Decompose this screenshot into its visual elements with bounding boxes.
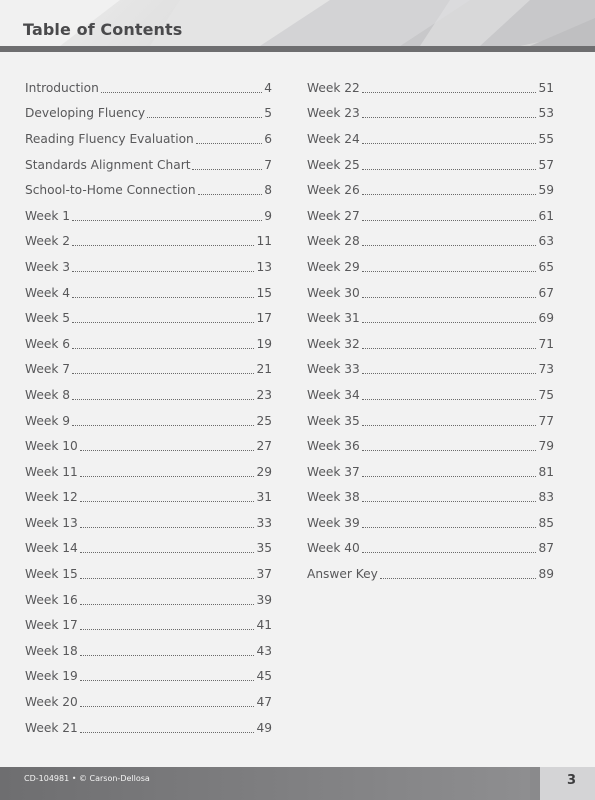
dot-leader — [80, 526, 255, 528]
toc-entry-page: 41 — [256, 618, 272, 633]
toc-entry-label: Week 30 — [307, 285, 360, 300]
toc-entry-label: Week 29 — [307, 259, 360, 274]
toc-entry-label: Week 14 — [25, 541, 78, 556]
footer-bar — [0, 767, 595, 800]
dot-leader — [72, 244, 254, 246]
toc-entry[interactable] — [25, 126, 272, 152]
dot-leader — [72, 372, 254, 374]
toc-entry-page: 47 — [256, 695, 272, 710]
toc-entry[interactable] — [307, 203, 554, 229]
toc-entry[interactable] — [25, 459, 272, 485]
toc-entry[interactable] — [25, 229, 272, 255]
toc-entry-page: 49 — [256, 720, 272, 735]
toc-entry-page: 37 — [256, 567, 272, 582]
toc-entry-label: Week 5 — [25, 311, 71, 326]
dot-leader — [147, 116, 262, 118]
toc-entry-page: 13 — [256, 259, 272, 274]
toc-entry[interactable] — [25, 485, 272, 511]
toc-entry-page: 65 — [538, 259, 554, 274]
toc-entry-page: 15 — [256, 285, 272, 300]
dot-leader — [362, 244, 537, 246]
toc-entry-label: Week 9 — [25, 413, 71, 428]
toc-entry-page: 77 — [538, 413, 554, 428]
toc-entry[interactable] — [307, 229, 554, 255]
toc-right-column — [307, 75, 554, 587]
dot-leader — [362, 500, 537, 502]
toc-entry[interactable] — [25, 536, 272, 562]
toc-entry-page: 63 — [538, 234, 554, 249]
toc-entry-page: 39 — [256, 592, 272, 607]
toc-entry-label: Introduction — [25, 80, 99, 95]
toc-entry-label: Week 17 — [25, 618, 78, 633]
footer-copyright: CD-104981 • © Carson-Dellosa — [24, 774, 150, 783]
toc-entry-label: Reading Fluency Evaluation — [25, 131, 194, 146]
dot-leader — [80, 628, 255, 630]
toc-entry-label: Week 40 — [307, 541, 360, 556]
header-rule — [0, 46, 595, 52]
dot-leader — [362, 449, 537, 451]
toc-entry-page: 6 — [264, 131, 272, 146]
dot-leader — [362, 91, 537, 93]
dot-leader — [72, 270, 254, 272]
toc-entry-label: Answer Key — [307, 567, 378, 582]
toc-left-column — [25, 75, 272, 740]
toc-entry-page: 71 — [538, 336, 554, 351]
toc-entry-label: Week 16 — [25, 592, 78, 607]
toc-entry[interactable] — [307, 433, 554, 459]
dot-leader — [380, 577, 537, 579]
dot-leader — [362, 526, 537, 528]
dot-leader — [362, 551, 537, 553]
toc-entry-page: 61 — [538, 208, 554, 223]
toc-entry[interactable] — [307, 459, 554, 485]
toc-entry-page: 17 — [256, 311, 272, 326]
toc-entry-label: Week 39 — [307, 515, 360, 530]
toc-entry-label: Week 7 — [25, 362, 71, 377]
toc-entry-label: Week 12 — [25, 490, 78, 505]
toc-entry-label: Week 26 — [307, 183, 360, 198]
toc-entry[interactable] — [25, 101, 272, 127]
dot-leader — [80, 577, 255, 579]
toc-entry-label: Week 6 — [25, 336, 71, 351]
toc-entry[interactable] — [25, 587, 272, 613]
toc-entry-label: Developing Fluency — [25, 106, 146, 121]
toc-entry[interactable] — [307, 101, 554, 127]
toc-entry-label: Week 27 — [307, 208, 360, 223]
toc-entry[interactable] — [307, 280, 554, 306]
dot-leader — [72, 219, 262, 221]
toc-entry[interactable] — [307, 485, 554, 511]
toc-entry-page: 79 — [538, 439, 554, 454]
toc-entry[interactable] — [307, 305, 554, 331]
footer-strip — [0, 767, 530, 800]
toc-entry-label: Week 36 — [307, 439, 360, 454]
toc-entry-page: 25 — [256, 413, 272, 428]
toc-entry-page: 7 — [264, 157, 272, 172]
toc-entry-page: 87 — [538, 541, 554, 556]
toc-entry-page: 57 — [538, 157, 554, 172]
dot-leader — [80, 705, 255, 707]
toc-entry-label: Week 2 — [25, 234, 71, 249]
toc-entry-label: Week 20 — [25, 695, 78, 710]
toc-entry[interactable] — [307, 331, 554, 357]
toc-entry[interactable] — [307, 561, 554, 587]
dot-leader — [362, 424, 537, 426]
dot-leader — [362, 296, 537, 298]
dot-leader — [362, 270, 537, 272]
toc-entry-page: 8 — [264, 183, 272, 198]
toc-entry-label: Week 8 — [25, 387, 71, 402]
dot-leader — [362, 475, 537, 477]
toc-entry-page: 31 — [256, 490, 272, 505]
toc-entry[interactable] — [307, 382, 554, 408]
dot-leader — [80, 731, 255, 733]
toc-entry[interactable] — [25, 280, 272, 306]
toc-entry-label: Week 31 — [307, 311, 360, 326]
toc-entry[interactable] — [25, 331, 272, 357]
toc-entry-label: School-to-Home Connection — [25, 183, 196, 198]
toc-entry-label: Week 34 — [307, 387, 360, 402]
toc-entry[interactable] — [307, 408, 554, 434]
toc-entry-page: 45 — [256, 669, 272, 684]
toc-entry-label: Week 37 — [307, 464, 360, 479]
toc-entry[interactable] — [25, 561, 272, 587]
dot-leader — [72, 296, 254, 298]
toc-entry-page: 53 — [538, 106, 554, 121]
toc-entry-label: Week 3 — [25, 259, 71, 274]
dot-leader — [72, 321, 254, 323]
dot-leader — [80, 654, 255, 656]
dot-leader — [80, 500, 255, 502]
dot-leader — [362, 321, 537, 323]
toc-entry[interactable] — [25, 357, 272, 383]
toc-entry[interactable] — [307, 510, 554, 536]
toc-entry-page: 5 — [264, 106, 272, 121]
dot-leader — [101, 91, 262, 93]
toc-entry-label: Week 1 — [25, 208, 71, 223]
toc-entry-page: 69 — [538, 311, 554, 326]
toc-entry[interactable] — [25, 382, 272, 408]
toc-entry[interactable] — [25, 305, 272, 331]
toc-entry-page: 21 — [256, 362, 272, 377]
toc-entry-label: Week 23 — [307, 106, 360, 121]
dot-leader — [362, 142, 537, 144]
toc-entry-page: 27 — [256, 439, 272, 454]
dot-leader — [198, 193, 263, 195]
toc-entry[interactable] — [25, 177, 272, 203]
toc-entry-label: Week 32 — [307, 336, 360, 351]
toc-entry-label: Week 24 — [307, 131, 360, 146]
header-banner — [0, 0, 595, 52]
toc-entry-label: Week 11 — [25, 464, 78, 479]
toc-entry-label: Week 13 — [25, 515, 78, 530]
toc-entry-label: Week 21 — [25, 720, 78, 735]
toc-entry-page: 11 — [256, 234, 272, 249]
toc-entry[interactable] — [25, 408, 272, 434]
toc-entry-page: 73 — [538, 362, 554, 377]
dot-leader — [72, 398, 254, 400]
toc-entry-label: Week 22 — [307, 80, 360, 95]
toc-entry-page: 83 — [538, 490, 554, 505]
toc-entry[interactable] — [307, 254, 554, 280]
dot-leader — [80, 475, 255, 477]
dot-leader — [362, 168, 537, 170]
toc-entry-page: 9 — [264, 208, 272, 223]
page-number: 3 — [567, 773, 577, 788]
toc-entry[interactable] — [307, 152, 554, 178]
toc-entry-page: 29 — [256, 464, 272, 479]
toc-entry[interactable] — [25, 612, 272, 638]
dot-leader — [80, 449, 255, 451]
toc-entry-page: 33 — [256, 515, 272, 530]
toc-entry-page: 23 — [256, 387, 272, 402]
toc-entry-page: 59 — [538, 183, 554, 198]
toc-entry-label: Week 25 — [307, 157, 360, 172]
toc-entry-page: 85 — [538, 515, 554, 530]
dot-leader — [192, 168, 262, 170]
dot-leader — [362, 398, 537, 400]
toc-entry[interactable] — [25, 664, 272, 690]
toc-entry[interactable] — [25, 254, 272, 280]
dot-leader — [72, 424, 254, 426]
toc-entry[interactable] — [25, 510, 272, 536]
toc-entry-label: Week 18 — [25, 643, 78, 658]
toc-entry-page: 75 — [538, 387, 554, 402]
toc-entry-page: 89 — [538, 567, 554, 582]
toc-entry-label: Standards Alignment Chart — [25, 157, 191, 172]
toc-entry[interactable] — [307, 177, 554, 203]
dot-leader — [80, 603, 255, 605]
toc-entry-page: 51 — [538, 80, 554, 95]
toc-entry-label: Week 19 — [25, 669, 78, 684]
toc-entry-label: Week 35 — [307, 413, 360, 428]
toc-entry-page: 35 — [256, 541, 272, 556]
toc-entry-label: Week 38 — [307, 490, 360, 505]
toc-entry[interactable] — [25, 433, 272, 459]
dot-leader — [362, 219, 537, 221]
toc-entry[interactable] — [25, 75, 272, 101]
toc-entry[interactable] — [25, 203, 272, 229]
dot-leader — [72, 347, 254, 349]
toc-entry-page: 4 — [264, 80, 272, 95]
toc-entry[interactable] — [307, 126, 554, 152]
dot-leader — [196, 142, 262, 144]
toc-entry[interactable] — [25, 715, 272, 741]
toc-entry-label: Week 15 — [25, 567, 78, 582]
toc-entry[interactable] — [307, 536, 554, 562]
dot-leader — [362, 347, 537, 349]
toc-entry-label: Week 28 — [307, 234, 360, 249]
toc-entry-page: 81 — [538, 464, 554, 479]
dot-leader — [362, 372, 537, 374]
dot-leader — [80, 679, 255, 681]
toc-entry[interactable] — [307, 75, 554, 101]
dot-leader — [80, 551, 255, 553]
toc-entry-page: 55 — [538, 131, 554, 146]
toc-entry-page: 67 — [538, 285, 554, 300]
toc-entry[interactable] — [25, 152, 272, 178]
toc-entry-label: Week 4 — [25, 285, 71, 300]
toc-entry-label: Week 10 — [25, 439, 78, 454]
toc-entry-label: Week 33 — [307, 362, 360, 377]
dot-leader — [362, 193, 537, 195]
toc-entry[interactable] — [25, 689, 272, 715]
toc-entry[interactable] — [307, 357, 554, 383]
dot-leader — [362, 116, 537, 118]
toc-entry-page: 19 — [256, 336, 272, 351]
page-title: Table of Contents — [23, 20, 183, 39]
toc-entry[interactable] — [25, 638, 272, 664]
toc-entry-page: 43 — [256, 643, 272, 658]
